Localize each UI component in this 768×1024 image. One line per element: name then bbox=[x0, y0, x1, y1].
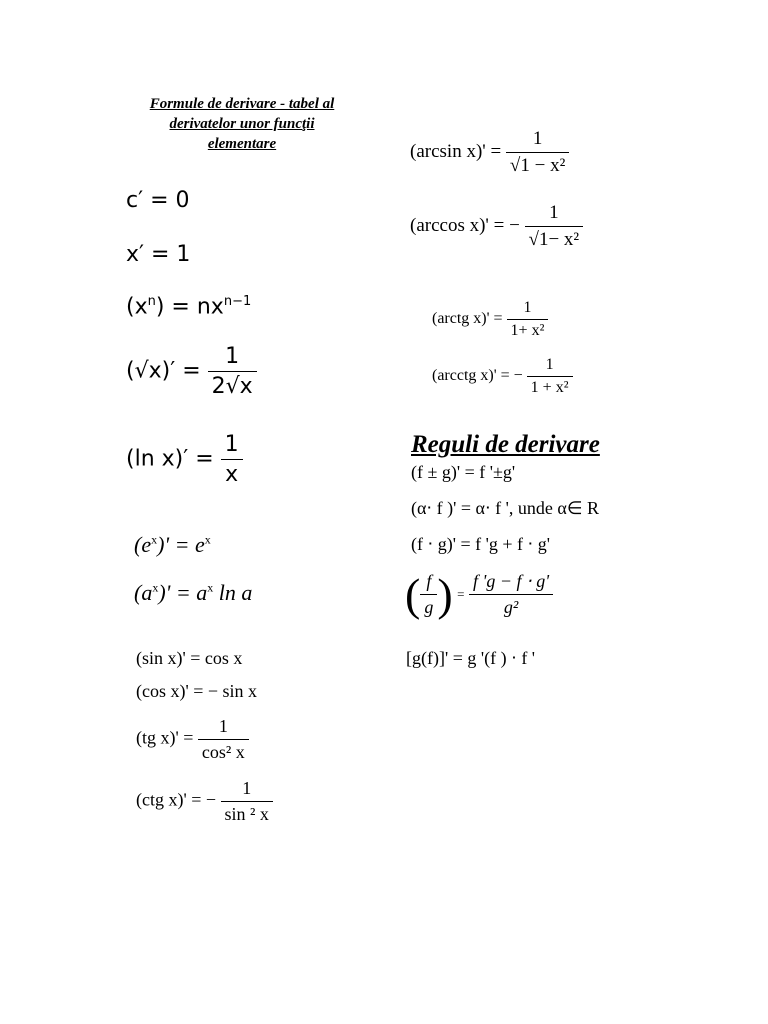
rule-product: (f ⋅ g)' = f 'g + f ⋅ g' bbox=[411, 534, 550, 554]
formula-ln: (ln x)′ = $\frac{1}{x}$ bbox=[126, 432, 243, 487]
rule-quotient: ( $\frac{f}{g}$ ) = $\frac{f 'g - f \cdot g'}{\text{g²}}$ bbox=[405, 568, 553, 621]
formula-ctg: (ctg x)' = − $\frac{1}{\text{sin ² x}}$ bbox=[136, 778, 273, 825]
formula-exp-a: $(a^x)' = a^x$ ln a bbox=[134, 580, 253, 605]
formula-power: $(x^n) = nx^{n-1}$ bbox=[126, 294, 252, 320]
formula-arcctg: (arcctg x)' = − $\frac{1}{\text{1 + x²}}$ bbox=[432, 356, 573, 397]
rules-heading: Reguli de derivare bbox=[411, 431, 600, 458]
page-title: Formule de derivare - tabel al derivatelor unor funcţii elementare bbox=[149, 96, 335, 152]
rule-scalar: (α⋅ f )' = α⋅ f ', unde α∈ R bbox=[411, 498, 600, 518]
rule-chain: [g(f)]' = g '(f ) ⋅ f ' bbox=[406, 648, 536, 668]
formula-arctg: (arctg x)' = $\frac{1}{\text{1+ x²}}$ bbox=[432, 299, 548, 340]
formula-constant: c′ = 0 bbox=[126, 188, 190, 213]
formula-identity: x′ = 1 bbox=[126, 242, 191, 267]
formula-tg: (tg x)' = $\frac{1}{\text{cos² x}}$ bbox=[136, 716, 249, 763]
formula-arccos: (arccos x)' = − $\frac{1}{\text{√1− x²}}$ bbox=[410, 202, 583, 251]
rule-sum: (f ± g)' = f '±g' bbox=[411, 462, 516, 482]
formula-sqrt: (√x)′ = $\frac{1}{2√x}$ bbox=[126, 344, 257, 399]
formula-cos: (cos x)' = − sin x bbox=[136, 681, 258, 701]
formula-arcsin: (arcsin x)' = $\frac{1}{\text{√1 − x²}}$ bbox=[410, 128, 569, 177]
formula-sin: (sin x)' = cos x bbox=[136, 648, 243, 668]
formula-exp-e: $(e^x)' = e^x$ bbox=[134, 532, 211, 557]
